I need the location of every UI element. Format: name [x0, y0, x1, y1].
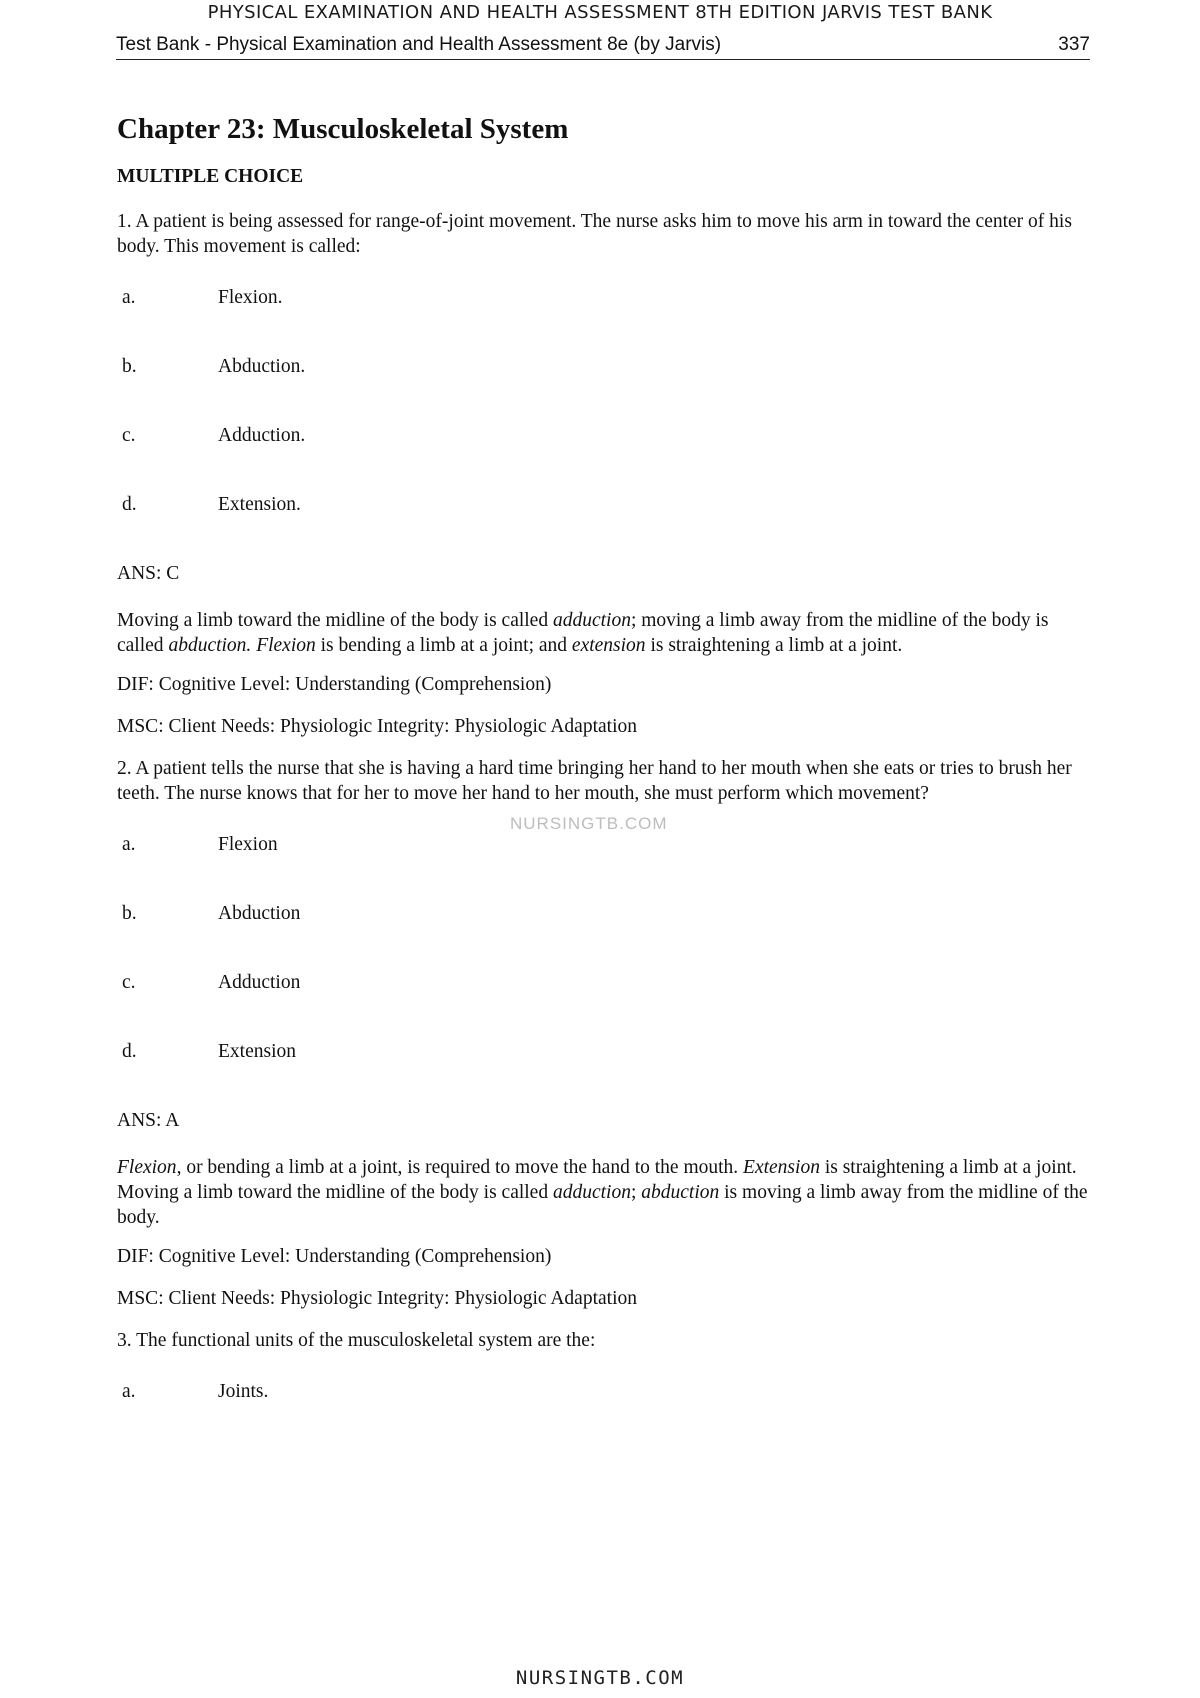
answer-option [117, 423, 1092, 467]
answer-key: ANS: C [117, 563, 180, 584]
option-text: Extension. [218, 494, 301, 515]
option-letter: b. [122, 356, 137, 377]
question-text: 3. The functional units of the musculoskeletal system are the: [117, 1330, 596, 1351]
question-2 [117, 756, 1092, 1311]
running-header-title: Test Bank - Physical Examination and Health Assessment 8e (by Jarvis) [116, 34, 722, 55]
answer-option [117, 492, 1092, 536]
page-number: 337 [1058, 34, 1090, 55]
chapter-title: Chapter 23: Musculoskeletal System [117, 113, 569, 145]
option-text: Flexion. [218, 287, 283, 308]
option-text: Flexion [218, 834, 278, 855]
difficulty-line: DIF: Cognitive Level: Understanding (Comprehension) [117, 1246, 552, 1267]
option-text: Adduction. [218, 425, 306, 446]
option-letter: b. [122, 903, 137, 924]
rationale: Flexion, or bending a limb at a joint, is required to move the hand to the mouth. Extension is straightening a limb at a joint. Moving a limb toward the midline of the body is called adduction; abduction is moving a limb away from the midline of the body. [117, 1157, 1088, 1228]
option-letter: a. [122, 1381, 136, 1402]
option-letter: c. [122, 972, 136, 993]
page-content [117, 112, 1092, 1448]
client-needs-line: MSC: Client Needs: Physiologic Integrity: Physiologic Adaptation [117, 716, 637, 737]
answer-option [117, 285, 1092, 329]
option-letter: d. [122, 494, 137, 515]
answer-option [117, 832, 1092, 876]
client-needs-line: MSC: Client Needs: Physiologic Integrity: Physiologic Adaptation [117, 1288, 637, 1309]
question-text: 2. A patient tells the nurse that she is having a hard time bringing her hand to her mouth when she eats or tries to brush her teeth. The nurse knows that for her to move her hand to her mouth, she must perform which movement? [117, 758, 1072, 804]
option-letter: a. [122, 287, 136, 308]
option-letter: a. [122, 834, 136, 855]
rationale: Moving a limb toward the midline of the body is called adduction; moving a limb away from the midline of the body is called abduction. Flexion is bending a limb at a joint; and extension is straightening a limb at a joint. [117, 610, 1049, 656]
answer-option [117, 901, 1092, 945]
watermark: NURSINGTB.COM [510, 814, 668, 833]
question-1 [117, 209, 1092, 739]
answer-key: ANS: A [117, 1110, 180, 1131]
document-banner: PHYSICAL EXAMINATION AND HEALTH ASSESSMENT 8TH EDITION JARVIS TEST BANK [207, 2, 993, 23]
question-3 [117, 1328, 1092, 1423]
section-heading: MULTIPLE CHOICE [117, 166, 304, 187]
question-text: 1. A patient is being assessed for range-of-joint movement. The nurse asks him to move his arm in toward the center of his body. This movement is called: [117, 211, 1072, 257]
option-text: Abduction [218, 903, 301, 924]
difficulty-line: DIF: Cognitive Level: Understanding (Comprehension) [117, 674, 552, 695]
option-text: Joints. [218, 1381, 269, 1402]
answer-option [117, 970, 1092, 1014]
answer-option [117, 1379, 1092, 1423]
option-letter: c. [122, 425, 136, 446]
answer-option [117, 354, 1092, 398]
page-footer: NURSINGTB.COM [515, 1667, 685, 1689]
option-letter: d. [122, 1041, 137, 1062]
running-header [116, 34, 1090, 60]
option-text: Adduction [218, 972, 301, 993]
answer-option [117, 1039, 1092, 1083]
option-text: Extension [218, 1041, 296, 1062]
option-text: Abduction. [218, 356, 306, 377]
